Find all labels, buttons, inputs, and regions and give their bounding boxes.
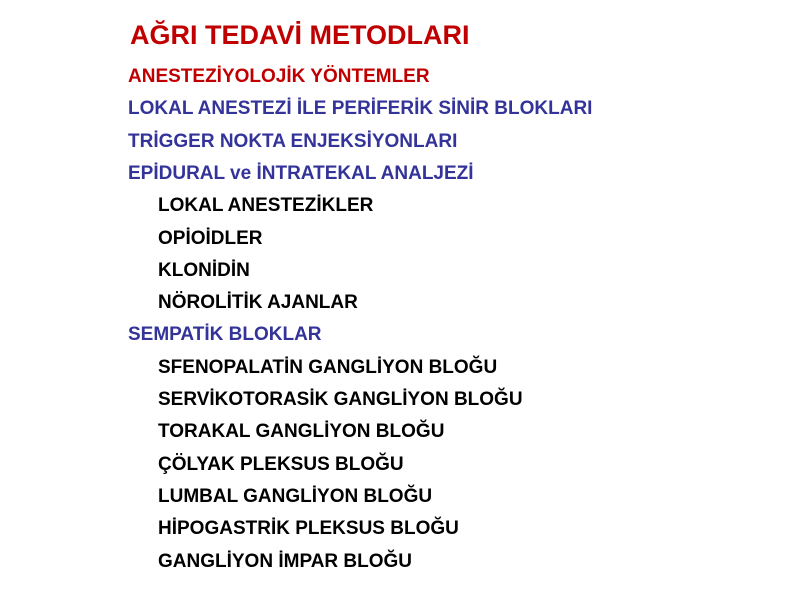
list-item: HİPOGASTRİK PLEKSUS BLOĞU bbox=[158, 518, 459, 540]
list-item: SEMPATİK BLOKLAR bbox=[128, 324, 322, 346]
slide-title: AĞRI TEDAVİ METODLARI bbox=[130, 20, 470, 50]
list-item: GANGLİYON İMPAR BLOĞU bbox=[158, 550, 413, 572]
list-item: LOKAL ANESTEZİ İLE PERİFERİK SİNİR BLOKLARI bbox=[128, 98, 593, 120]
list-item: ANESTEZİYOLOJİK YÖNTEMLER bbox=[128, 66, 430, 87]
list-item: NÖROLİTİK AJANLAR bbox=[158, 292, 358, 314]
list-item: TORAKAL GANGLİYON BLOĞU bbox=[158, 421, 445, 443]
list-item: LUMBAL GANGLİYON BLOĞU bbox=[158, 485, 433, 507]
list-item: SFENOPALATİN GANGLİYON BLOĞU bbox=[158, 356, 498, 378]
list-item: ÇÖLYAK PLEKSUS BLOĞU bbox=[158, 453, 404, 475]
list-item: KLONİDİN bbox=[158, 259, 250, 281]
list-item: LOKAL ANESTEZİKLER bbox=[158, 195, 374, 217]
list-item: EPİDURAL ve İNTRATEKAL ANALJEZİ bbox=[128, 162, 474, 184]
list-item: TRİGGER NOKTA ENJEKSİYONLARI bbox=[128, 130, 458, 152]
list-item: SERVİKOTORASİK GANGLİYON BLOĞU bbox=[158, 389, 523, 410]
list-item: OPİOİDLER bbox=[158, 227, 263, 249]
